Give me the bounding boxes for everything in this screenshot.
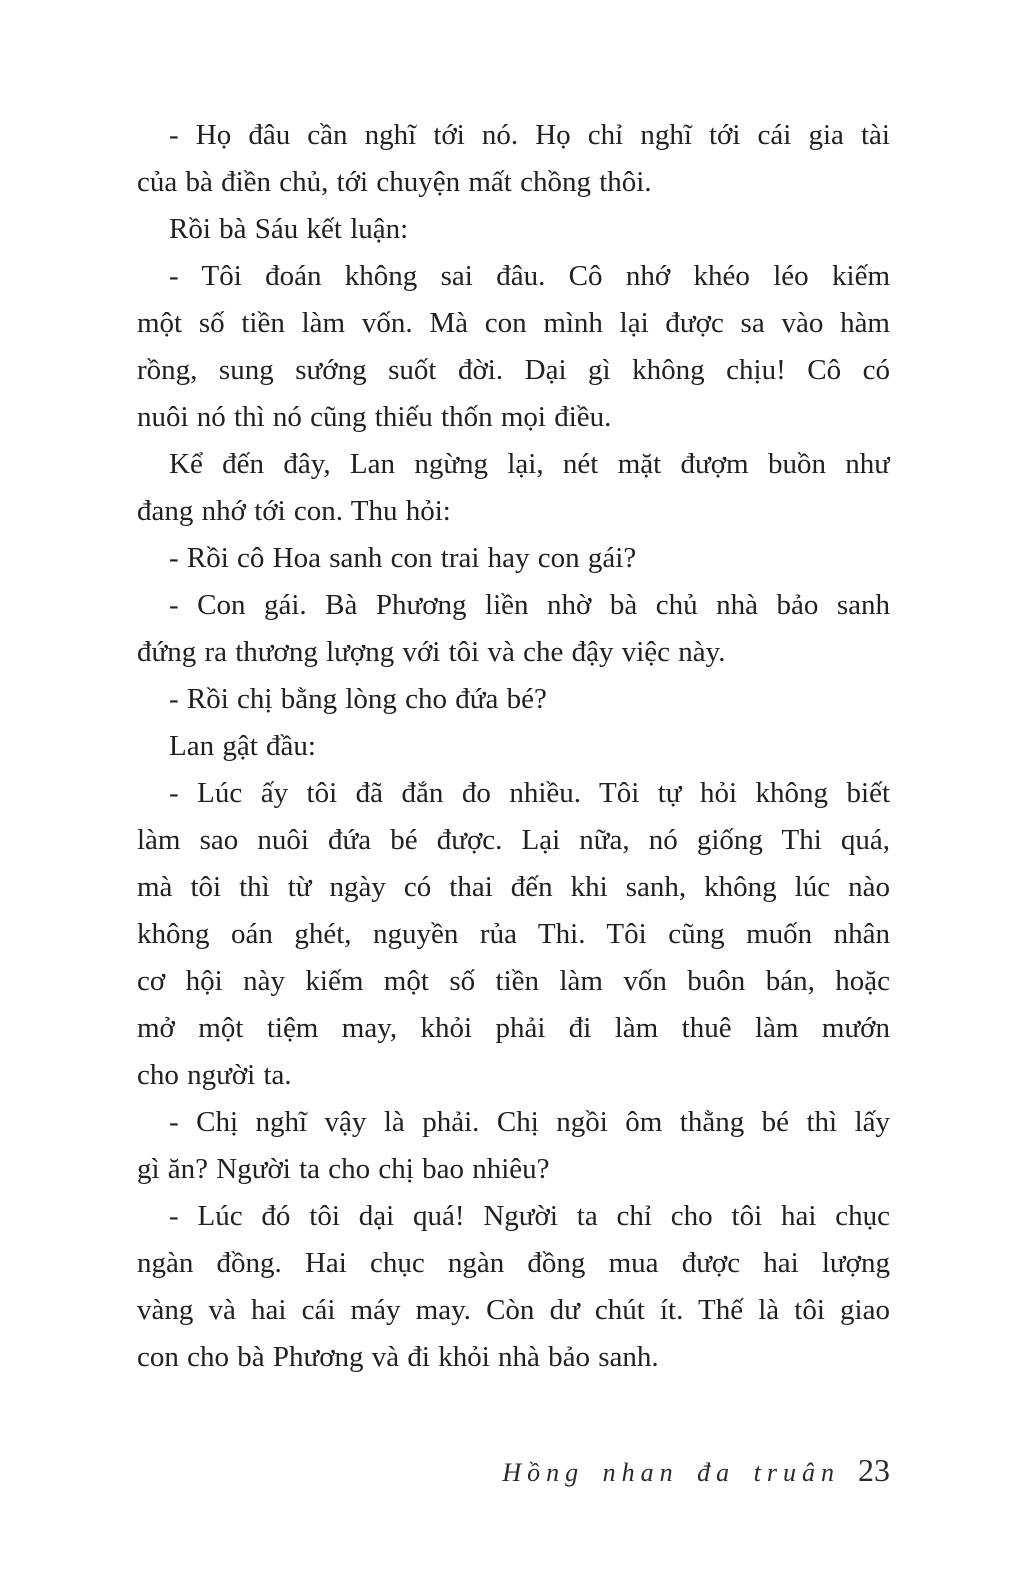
paragraph <box>137 1099 890 1193</box>
text-line: - Tôi đoán không sai đâu. Cô nhớ khéo léo kiếm <box>169 260 890 292</box>
text-line: ngàn đồng. Hai chục ngàn đồng mua được hai lượng <box>137 1247 890 1279</box>
text-line: đang nhớ tới con. Thu hỏi: <box>137 495 451 527</box>
text-line: không oán ghét, nguyền rủa Thi. Tôi cũng muốn nhân <box>137 918 890 950</box>
text-line: nuôi nó thì nó cũng thiếu thốn mọi điều. <box>137 401 612 433</box>
text-line: một số tiền làm vốn. Mà con mình lại được sa vào hàm <box>137 307 890 339</box>
text-line: - Rồi cô Hoa sanh con trai hay con gái? <box>169 542 637 574</box>
text-line: đứng ra thương lượng với tôi và che đậy việc này. <box>137 636 726 668</box>
text-line: gì ăn? Người ta cho chị bao nhiêu? <box>137 1153 550 1185</box>
paragraph <box>137 770 890 1099</box>
text-line: - Chị nghĩ vậy là phải. Chị ngồi ôm thằng bé thì lấy <box>169 1106 890 1138</box>
paragraph <box>137 1193 890 1381</box>
paragraph <box>137 535 890 582</box>
text-line: mà tôi thì từ ngày có thai đến khi sanh, không lúc nào <box>137 871 890 903</box>
paragraph <box>137 441 890 535</box>
running-title: Hồng nhan đa truân <box>502 1458 840 1487</box>
text-line: rồng, sung sướng suốt đời. Dại gì không chịu! Cô có <box>137 354 890 386</box>
text-line: - Lúc ấy tôi đã đắn đo nhiều. Tôi tự hỏi không biết <box>169 777 890 809</box>
text-line: cho người ta. <box>137 1059 292 1091</box>
text-line: của bà điền chủ, tới chuyện mất chồng thôi. <box>137 166 652 198</box>
text-line: con cho bà Phương và đi khỏi nhà bảo sanh. <box>137 1341 659 1373</box>
text-line: - Rồi chị bằng lòng cho đứa bé? <box>169 683 547 715</box>
text-line: Kể đến đây, Lan ngừng lại, nét mặt đượm buồn như <box>169 448 890 480</box>
paragraph <box>137 112 890 206</box>
paragraph <box>137 253 890 441</box>
page-text <box>137 112 890 1381</box>
page-footer <box>137 1452 890 1489</box>
text-line: - Con gái. Bà Phương liền nhờ bà chủ nhà bảo sanh <box>169 589 890 621</box>
text-line: Rồi bà Sáu kết luận: <box>169 213 409 245</box>
text-line: - Họ đâu cần nghĩ tới nó. Họ chỉ nghĩ tới cái gia tài <box>169 119 890 151</box>
text-line: Lan gật đầu: <box>169 730 316 762</box>
paragraph <box>137 582 890 676</box>
paragraph <box>137 723 890 770</box>
text-line: mở một tiệm may, khỏi phải đi làm thuê làm mướn <box>137 1012 890 1044</box>
text-line: cơ hội này kiếm một số tiền làm vốn buôn bán, hoặc <box>137 965 890 997</box>
paragraph <box>137 676 890 723</box>
text-line: - Lúc đó tôi dại quá! Người ta chỉ cho tôi hai chục <box>169 1200 890 1232</box>
paragraph <box>137 206 890 253</box>
page-number: 23 <box>858 1452 890 1488</box>
text-line: làm sao nuôi đứa bé được. Lại nữa, nó giống Thi quá, <box>137 824 890 856</box>
text-line: vàng và hai cái máy may. Còn dư chút ít. Thế là tôi giao <box>137 1294 890 1326</box>
